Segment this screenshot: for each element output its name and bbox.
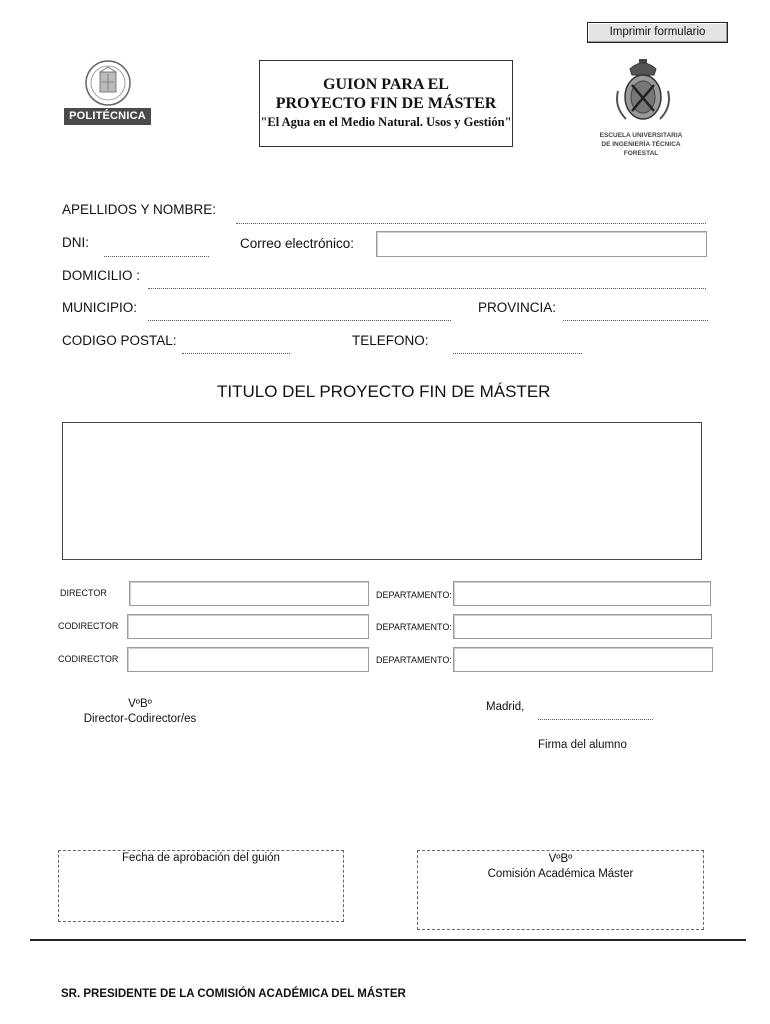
school-name-line-1: ESCUELA UNIVERSITARIA: [599, 132, 683, 139]
codirector-1-department-label: DEPARTAMENTO:: [376, 622, 452, 632]
committee-label: Comisión Académica Máster: [487, 868, 634, 880]
title-line-2: PROYECTO FIN DE MÁSTER: [275, 95, 497, 112]
project-title-textarea[interactable]: [62, 422, 702, 560]
school-crest-icon: [608, 55, 678, 127]
phone-field[interactable]: [453, 353, 582, 354]
codirector-2-department-label: DEPARTAMENTO:: [376, 655, 452, 665]
title-line-1: GUION PARA EL: [323, 76, 449, 93]
project-title-heading: TITULO DEL PROYECTO FIN DE MÁSTER: [217, 382, 551, 401]
directors-label: Director-Codirector/es: [83, 713, 197, 725]
phone-label: TELEFONO:: [352, 333, 429, 348]
email-label: Correo electrónico:: [240, 236, 355, 251]
codirector-1-department-field[interactable]: [453, 614, 712, 639]
school-name-line-2: DE INGENIERÍA TÉCNICA FORESTAL: [601, 141, 681, 157]
dni-field[interactable]: [104, 256, 209, 257]
footer-divider: [30, 939, 746, 941]
director-field[interactable]: [129, 581, 369, 606]
directors-vobo-label: VºBº: [128, 698, 152, 710]
committee-vobo-label: VºBº: [548, 853, 573, 865]
name-field[interactable]: [236, 223, 706, 224]
email-field[interactable]: [376, 231, 707, 257]
codirector-2-department-field[interactable]: [453, 647, 713, 672]
date-field[interactable]: [538, 719, 653, 720]
province-label: PROVINCIA:: [478, 300, 557, 315]
address-field[interactable]: [148, 288, 706, 289]
approval-date-label: Fecha de aprobación del guión: [122, 852, 280, 864]
postal-code-label: CODIGO POSTAL:: [62, 333, 177, 348]
title-box: [259, 60, 513, 147]
codirector-1-label: CODIRECTOR: [58, 621, 119, 631]
place-label: Madrid,: [486, 701, 525, 713]
address-label: DOMICILIO :: [62, 268, 141, 283]
municipality-field[interactable]: [148, 320, 451, 321]
print-form-button[interactable]: Imprimir formulario: [587, 22, 728, 43]
approval-date-box: [58, 850, 344, 922]
codirector-2-field[interactable]: [127, 647, 369, 672]
postal-code-field[interactable]: [182, 353, 290, 354]
title-subtitle: "El Agua en el Medio Natural. Usos y Gestión": [260, 115, 512, 129]
dni-label: DNI:: [62, 235, 89, 250]
upm-logo-text: POLITÉCNICA: [64, 108, 151, 125]
upm-logo: [64, 58, 154, 128]
director-department-field[interactable]: [453, 581, 711, 606]
upm-seal-icon: [64, 58, 154, 108]
directors-signature-block: [60, 697, 220, 727]
committee-approval-box: [417, 850, 704, 930]
codirector-2-label: CODIRECTOR: [58, 654, 119, 664]
director-label: DIRECTOR: [60, 588, 107, 598]
student-signature-label: Firma del alumno: [538, 739, 627, 751]
province-field[interactable]: [563, 320, 708, 321]
name-label: APELLIDOS Y NOMBRE:: [62, 202, 217, 217]
codirector-1-field[interactable]: [127, 614, 369, 639]
footer-addressee: SR. PRESIDENTE DE LA COMISIÓN ACADÉMICA DEL MÁSTER: [61, 988, 406, 1000]
director-department-label: DEPARTAMENTO:: [376, 590, 452, 600]
school-name: [585, 131, 697, 158]
municipality-label: MUNICIPIO:: [62, 300, 138, 315]
